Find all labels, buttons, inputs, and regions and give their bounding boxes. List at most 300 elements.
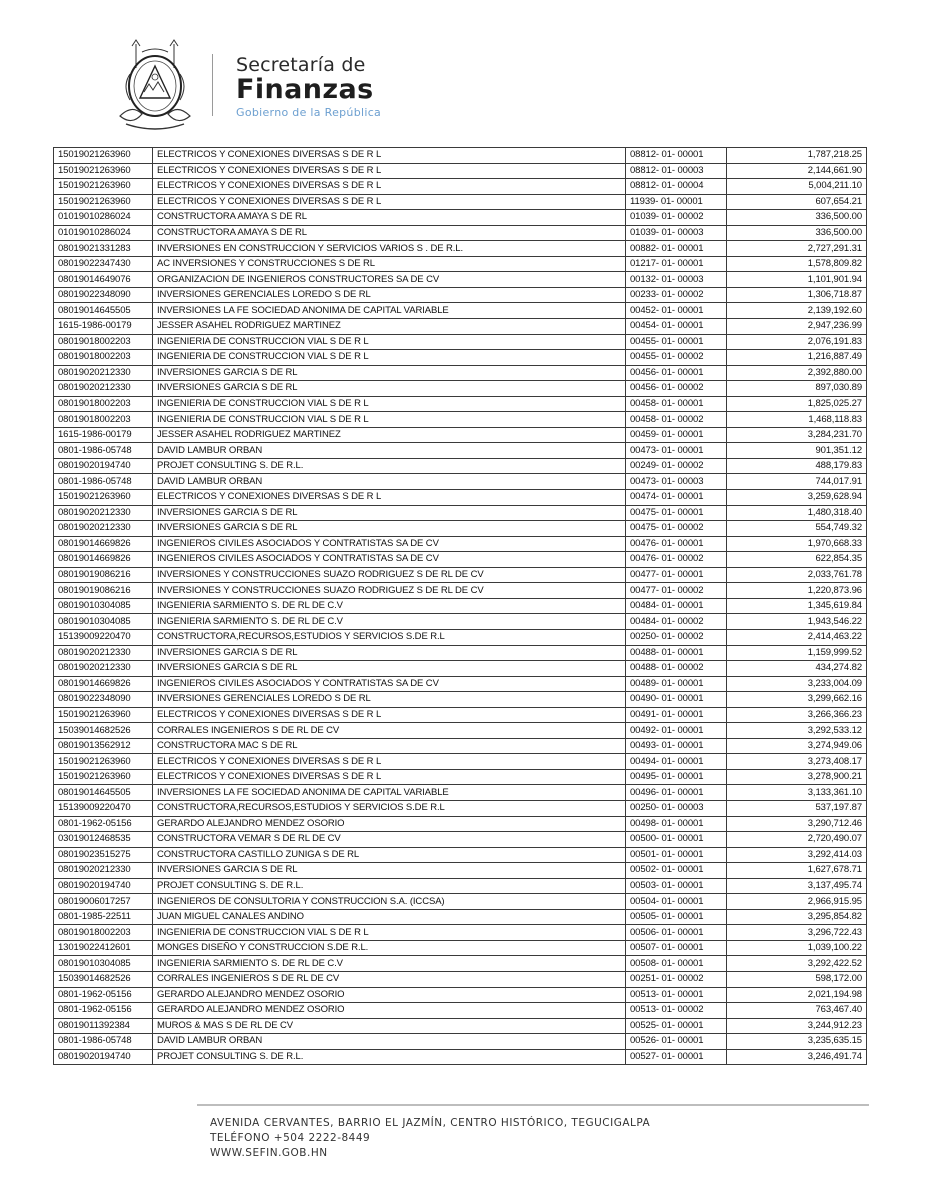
footer-website: WWW.SEFIN.GOB.HN	[210, 1147, 328, 1159]
cell-amount: 537,197.87	[727, 800, 867, 816]
cell-amount: 1,101,901.94	[727, 272, 867, 288]
cell-tax-id: 08019018002203	[54, 925, 153, 941]
cell-company-name: INVERSIONES GARCIA S DE RL	[153, 645, 626, 661]
cell-company-name: ELECTRICOS Y CONEXIONES DIVERSAS S DE R L	[153, 707, 626, 723]
table-row	[54, 567, 867, 583]
table-row	[54, 194, 867, 210]
cell-amount: 1,943,546.22	[727, 614, 867, 630]
cell-amount: 1,825,025.27	[727, 396, 867, 412]
cell-contract-code: 08812- 01- 00003	[626, 163, 727, 179]
cell-tax-id: 08019020194740	[54, 878, 153, 894]
cell-amount: 2,392,880.00	[727, 365, 867, 381]
cell-company-name: DAVID LAMBUR ORBAN	[153, 1034, 626, 1050]
cell-contract-code: 00475- 01- 00001	[626, 505, 727, 521]
cell-company-name: CORRALES INGENIEROS S DE RL DE CV	[153, 971, 626, 987]
table-row	[54, 272, 867, 288]
cell-company-name: CONSTRUCTORA,RECURSOS,ESTUDIOS Y SERVICIOS S.DE R.L	[153, 800, 626, 816]
table-row	[54, 1049, 867, 1065]
cell-contract-code: 00250- 01- 00003	[626, 800, 727, 816]
brand-block	[236, 54, 381, 122]
cell-amount: 744,017.91	[727, 474, 867, 490]
table-row	[54, 692, 867, 708]
cell-amount: 2,139,192.60	[727, 303, 867, 319]
cell-amount: 1,627,678.71	[727, 863, 867, 879]
cell-contract-code: 00455- 01- 00002	[626, 350, 727, 366]
cell-company-name: INVERSIONES LA FE SOCIEDAD ANONIMA DE CAPITAL VARIABLE	[153, 785, 626, 801]
table-row	[54, 505, 867, 521]
cell-tax-id: 15019021263960	[54, 148, 153, 164]
table-row	[54, 350, 867, 366]
cell-contract-code: 00525- 01- 00001	[626, 1018, 727, 1034]
cell-contract-code: 01039- 01- 00003	[626, 225, 727, 241]
cell-company-name: ELECTRICOS Y CONEXIONES DIVERSAS S DE R L	[153, 754, 626, 770]
cell-amount: 1,159,999.52	[727, 645, 867, 661]
table-row	[54, 645, 867, 661]
cell-tax-id: 08019020212330	[54, 505, 153, 521]
cell-tax-id: 1615-1986-00179	[54, 427, 153, 443]
table-row	[54, 412, 867, 428]
cell-amount: 3,299,662.16	[727, 692, 867, 708]
cell-company-name: ELECTRICOS Y CONEXIONES DIVERSAS S DE R L	[153, 148, 626, 164]
cell-amount: 3,259,628.94	[727, 490, 867, 506]
table-row	[54, 987, 867, 1003]
cell-amount: 3,273,408.17	[727, 754, 867, 770]
records-table-body	[54, 148, 867, 1065]
cell-amount: 434,274.82	[727, 661, 867, 677]
cell-company-name: GERARDO ALEJANDRO MENDEZ OSORIO	[153, 1003, 626, 1019]
cell-company-name: INGENIERIA DE CONSTRUCCION VIAL S DE R L	[153, 396, 626, 412]
table-row	[54, 909, 867, 925]
table-row	[54, 863, 867, 879]
cell-contract-code: 00493- 01- 00001	[626, 738, 727, 754]
cell-tax-id: 15019021263960	[54, 490, 153, 506]
table-row	[54, 474, 867, 490]
cell-tax-id: 15139009220470	[54, 800, 153, 816]
table-row	[54, 1003, 867, 1019]
cell-company-name: MUROS & MAS S DE RL DE CV	[153, 1018, 626, 1034]
cell-amount: 1,578,809.82	[727, 256, 867, 272]
cell-contract-code: 00132- 01- 00003	[626, 272, 727, 288]
cell-tax-id: 08019014649076	[54, 272, 153, 288]
cell-company-name: INVERSIONES Y CONSTRUCCIONES SUAZO RODRIGUEZ S DE RL DE CV	[153, 567, 626, 583]
cell-amount: 3,290,712.46	[727, 816, 867, 832]
table-row	[54, 629, 867, 645]
cell-amount: 607,654.21	[727, 194, 867, 210]
table-row	[54, 1034, 867, 1050]
cell-tax-id: 08019020212330	[54, 645, 153, 661]
table-row	[54, 925, 867, 941]
cell-contract-code: 00455- 01- 00001	[626, 334, 727, 350]
cell-company-name: GERARDO ALEJANDRO MENDEZ OSORIO	[153, 987, 626, 1003]
cell-contract-code: 00513- 01- 00001	[626, 987, 727, 1003]
cell-contract-code: 00494- 01- 00001	[626, 754, 727, 770]
cell-company-name: INGENIERIA SARMIENTO S. DE RL DE C.V	[153, 614, 626, 630]
brand-title: Finanzas	[236, 74, 374, 105]
cell-amount: 622,854.35	[727, 552, 867, 568]
cell-amount: 2,966,915.95	[727, 894, 867, 910]
cell-company-name: ELECTRICOS Y CONEXIONES DIVERSAS S DE R L	[153, 769, 626, 785]
cell-tax-id: 08019014645505	[54, 785, 153, 801]
cell-tax-id: 01019010286024	[54, 225, 153, 241]
cell-company-name: PROJET CONSULTING S. DE R.L.	[153, 458, 626, 474]
cell-company-name: INVERSIONES GARCIA S DE RL	[153, 521, 626, 537]
cell-amount: 1,216,887.49	[727, 350, 867, 366]
cell-contract-code: 00488- 01- 00001	[626, 645, 727, 661]
cell-company-name: PROJET CONSULTING S. DE R.L.	[153, 1049, 626, 1065]
cell-amount: 1,039,100.22	[727, 940, 867, 956]
cell-tax-id: 08019022347430	[54, 256, 153, 272]
cell-company-name: INVERSIONES GARCIA S DE RL	[153, 381, 626, 397]
cell-tax-id: 08019019086216	[54, 583, 153, 599]
cell-tax-id: 15019021263960	[54, 707, 153, 723]
cell-company-name: ELECTRICOS Y CONEXIONES DIVERSAS S DE R L	[153, 490, 626, 506]
cell-tax-id: 0801-1962-05156	[54, 1003, 153, 1019]
table-row	[54, 319, 867, 335]
brand-tagline: Gobierno de la República	[236, 106, 382, 119]
cell-company-name: CONSTRUCTORA VEMAR S DE RL DE CV	[153, 832, 626, 848]
cell-tax-id: 08019020212330	[54, 863, 153, 879]
cell-amount: 3,278,900.21	[727, 769, 867, 785]
cell-contract-code: 00492- 01- 00001	[626, 723, 727, 739]
cell-amount: 2,727,291.31	[727, 241, 867, 257]
table-row	[54, 521, 867, 537]
cell-tax-id: 08019020212330	[54, 521, 153, 537]
cell-contract-code: 00498- 01- 00001	[626, 816, 727, 832]
cell-tax-id: 08019010304085	[54, 956, 153, 972]
cell-company-name: INGENIERIA DE CONSTRUCCION VIAL S DE R L	[153, 925, 626, 941]
cell-company-name: INGENIERIA DE CONSTRUCCION VIAL S DE R L	[153, 412, 626, 428]
cell-contract-code: 00491- 01- 00001	[626, 707, 727, 723]
cell-contract-code: 00473- 01- 00001	[626, 443, 727, 459]
cell-contract-code: 00506- 01- 00001	[626, 925, 727, 941]
footer-address: AVENIDA CERVANTES, BARRIO EL JAZMÍN, CENTRO HISTÓRICO, TEGUCIGALPA	[210, 1117, 651, 1129]
cell-amount: 3,246,491.74	[727, 1049, 867, 1065]
table-row	[54, 583, 867, 599]
table-row	[54, 241, 867, 257]
table-row	[54, 210, 867, 226]
cell-company-name: ELECTRICOS Y CONEXIONES DIVERSAS S DE R L	[153, 163, 626, 179]
brand-subtitle: Secretaría de	[236, 54, 366, 76]
cell-tax-id: 03019012468535	[54, 832, 153, 848]
cell-contract-code: 00503- 01- 00001	[626, 878, 727, 894]
table-row	[54, 334, 867, 350]
cell-company-name: JUAN MIGUEL CANALES ANDINO	[153, 909, 626, 925]
table-row	[54, 661, 867, 677]
cell-tax-id: 0801-1962-05156	[54, 987, 153, 1003]
cell-tax-id: 13019022412601	[54, 940, 153, 956]
cell-tax-id: 08019014645505	[54, 303, 153, 319]
cell-contract-code: 01039- 01- 00002	[626, 210, 727, 226]
cell-company-name: INVERSIONES GERENCIALES LOREDO S DE RL	[153, 287, 626, 303]
cell-contract-code: 00454- 01- 00001	[626, 319, 727, 335]
cell-company-name: INVERSIONES GARCIA S DE RL	[153, 863, 626, 879]
cell-tax-id: 08019020212330	[54, 381, 153, 397]
cell-company-name: INGENIERIA SARMIENTO S. DE RL DE C.V	[153, 956, 626, 972]
cell-tax-id: 0801-1986-05748	[54, 443, 153, 459]
cell-tax-id: 15019021263960	[54, 163, 153, 179]
table-row	[54, 832, 867, 848]
cell-contract-code: 00500- 01- 00001	[626, 832, 727, 848]
cell-company-name: ELECTRICOS Y CONEXIONES DIVERSAS S DE R L	[153, 194, 626, 210]
cell-company-name: INGENIEROS DE CONSULTORIA Y CONSTRUCCION S.A. (ICCSA)	[153, 894, 626, 910]
cell-tax-id: 15039014682526	[54, 971, 153, 987]
table-row	[54, 163, 867, 179]
table-row	[54, 148, 867, 164]
cell-tax-id: 08019022348090	[54, 287, 153, 303]
table-row	[54, 956, 867, 972]
cell-tax-id: 08019013562912	[54, 738, 153, 754]
cell-tax-id: 08019021331283	[54, 241, 153, 257]
cell-contract-code: 00490- 01- 00001	[626, 692, 727, 708]
cell-company-name: CONSTRUCTORA AMAYA S DE RL	[153, 210, 626, 226]
cell-company-name: INGENIEROS CIVILES ASOCIADOS Y CONTRATISTAS SA DE CV	[153, 536, 626, 552]
cell-contract-code: 00484- 01- 00002	[626, 614, 727, 630]
cell-contract-code: 00489- 01- 00001	[626, 676, 727, 692]
cell-amount: 2,144,661.90	[727, 163, 867, 179]
cell-tax-id: 08019020212330	[54, 365, 153, 381]
cell-tax-id: 15019021263960	[54, 179, 153, 195]
cell-contract-code: 00249- 01- 00002	[626, 458, 727, 474]
table-row	[54, 614, 867, 630]
cell-contract-code: 00526- 01- 00001	[626, 1034, 727, 1050]
cell-amount: 897,030.89	[727, 381, 867, 397]
header-divider	[212, 54, 213, 116]
cell-contract-code: 00882- 01- 00001	[626, 241, 727, 257]
table-row	[54, 800, 867, 816]
table-row	[54, 676, 867, 692]
table-row	[54, 225, 867, 241]
cell-tax-id: 08019018002203	[54, 412, 153, 428]
cell-amount: 3,296,722.43	[727, 925, 867, 941]
cell-contract-code: 00456- 01- 00002	[626, 381, 727, 397]
cell-contract-code: 00250- 01- 00002	[626, 629, 727, 645]
table-row	[54, 490, 867, 506]
table-row	[54, 785, 867, 801]
table-row	[54, 878, 867, 894]
cell-contract-code: 00475- 01- 00002	[626, 521, 727, 537]
table-row	[54, 552, 867, 568]
cell-contract-code: 00513- 01- 00002	[626, 1003, 727, 1019]
cell-contract-code: 01217- 01- 00001	[626, 256, 727, 272]
cell-tax-id: 08019011392384	[54, 1018, 153, 1034]
footer-divider	[197, 1104, 869, 1106]
table-row	[54, 396, 867, 412]
cell-contract-code: 08812- 01- 00004	[626, 179, 727, 195]
cell-amount: 3,137,495.74	[727, 878, 867, 894]
cell-amount: 3,292,414.03	[727, 847, 867, 863]
table-row	[54, 427, 867, 443]
cell-amount: 1,306,718.87	[727, 287, 867, 303]
cell-amount: 336,500.00	[727, 210, 867, 226]
cell-amount: 3,292,533.12	[727, 723, 867, 739]
cell-tax-id: 08019022348090	[54, 692, 153, 708]
table-row	[54, 707, 867, 723]
cell-contract-code: 00484- 01- 00001	[626, 598, 727, 614]
cell-contract-code: 00495- 01- 00001	[626, 769, 727, 785]
cell-contract-code: 00508- 01- 00001	[626, 956, 727, 972]
cell-tax-id: 15019021263960	[54, 194, 153, 210]
cell-amount: 3,266,366.23	[727, 707, 867, 723]
cell-contract-code: 00233- 01- 00002	[626, 287, 727, 303]
table-row	[54, 971, 867, 987]
cell-amount: 336,500.00	[727, 225, 867, 241]
cell-tax-id: 08019014669826	[54, 676, 153, 692]
table-row	[54, 303, 867, 319]
cell-contract-code: 00477- 01- 00001	[626, 567, 727, 583]
cell-amount: 3,295,854.82	[727, 909, 867, 925]
cell-company-name: PROJET CONSULTING S. DE R.L.	[153, 878, 626, 894]
cell-amount: 488,179.83	[727, 458, 867, 474]
cell-amount: 2,720,490.07	[727, 832, 867, 848]
cell-amount: 598,172.00	[727, 971, 867, 987]
cell-tax-id: 08019014669826	[54, 552, 153, 568]
cell-contract-code: 00477- 01- 00002	[626, 583, 727, 599]
cell-company-name: MONGES DISEÑO Y CONSTRUCCION S.DE R.L.	[153, 940, 626, 956]
cell-company-name: DAVID LAMBUR ORBAN	[153, 474, 626, 490]
cell-amount: 2,033,761.78	[727, 567, 867, 583]
cell-company-name: CONSTRUCTORA AMAYA S DE RL	[153, 225, 626, 241]
cell-contract-code: 00251- 01- 00002	[626, 971, 727, 987]
cell-amount: 1,345,619.84	[727, 598, 867, 614]
table-row	[54, 381, 867, 397]
cell-company-name: ORGANIZACION DE INGENIEROS CONSTRUCTORES SA DE CV	[153, 272, 626, 288]
cell-contract-code: 00504- 01- 00001	[626, 894, 727, 910]
cell-tax-id: 08019010304085	[54, 598, 153, 614]
cell-amount: 3,133,361.10	[727, 785, 867, 801]
cell-tax-id: 08019020194740	[54, 458, 153, 474]
table-row	[54, 738, 867, 754]
cell-amount: 2,947,236.99	[727, 319, 867, 335]
cell-contract-code: 00476- 01- 00002	[626, 552, 727, 568]
table-row	[54, 894, 867, 910]
table-row	[54, 1018, 867, 1034]
cell-amount: 3,274,949.06	[727, 738, 867, 754]
cell-tax-id: 0801-1986-05748	[54, 1034, 153, 1050]
cell-tax-id: 1615-1986-00179	[54, 319, 153, 335]
cell-tax-id: 08019018002203	[54, 334, 153, 350]
cell-contract-code: 00507- 01- 00001	[626, 940, 727, 956]
cell-tax-id: 08019020212330	[54, 661, 153, 677]
table-row	[54, 179, 867, 195]
table-row	[54, 769, 867, 785]
cell-tax-id: 08019019086216	[54, 567, 153, 583]
cell-contract-code: 00496- 01- 00001	[626, 785, 727, 801]
cell-tax-id: 08019006017257	[54, 894, 153, 910]
cell-amount: 3,292,422.52	[727, 956, 867, 972]
cell-company-name: CONSTRUCTORA MAC S DE RL	[153, 738, 626, 754]
cell-contract-code: 00473- 01- 00003	[626, 474, 727, 490]
cell-amount: 1,480,318.40	[727, 505, 867, 521]
cell-tax-id: 0801-1985-22511	[54, 909, 153, 925]
cell-amount: 2,414,463.22	[727, 629, 867, 645]
cell-amount: 554,749.32	[727, 521, 867, 537]
cell-company-name: CONSTRUCTORA CASTILLO ZUNIGA S DE RL	[153, 847, 626, 863]
table-row	[54, 847, 867, 863]
cell-company-name: ELECTRICOS Y CONEXIONES DIVERSAS S DE R L	[153, 179, 626, 195]
cell-tax-id: 08019018002203	[54, 350, 153, 366]
cell-amount: 1,220,873.96	[727, 583, 867, 599]
cell-company-name: JESSER ASAHEL RODRIGUEZ MARTINEZ	[153, 427, 626, 443]
cell-contract-code: 00458- 01- 00001	[626, 396, 727, 412]
cell-contract-code: 00459- 01- 00001	[626, 427, 727, 443]
cell-company-name: JESSER ASAHEL RODRIGUEZ MARTINEZ	[153, 319, 626, 335]
cell-contract-code: 00502- 01- 00001	[626, 863, 727, 879]
table-row	[54, 256, 867, 272]
cell-tax-id: 08019014669826	[54, 536, 153, 552]
footer	[210, 1116, 650, 1161]
cell-tax-id: 15019021263960	[54, 769, 153, 785]
cell-contract-code: 00488- 01- 00002	[626, 661, 727, 677]
table-row	[54, 458, 867, 474]
cell-contract-code: 00474- 01- 00001	[626, 490, 727, 506]
cell-company-name: INVERSIONES GARCIA S DE RL	[153, 661, 626, 677]
table-row	[54, 287, 867, 303]
cell-company-name: INVERSIONES EN CONSTRUCCION Y SERVICIOS VARIOS S . DE R.L.	[153, 241, 626, 257]
cell-amount: 1,787,218.25	[727, 148, 867, 164]
cell-tax-id: 15039014682526	[54, 723, 153, 739]
cell-contract-code: 00452- 01- 00001	[626, 303, 727, 319]
cell-tax-id: 0801-1986-05748	[54, 474, 153, 490]
cell-amount: 3,235,635.15	[727, 1034, 867, 1050]
cell-amount: 763,467.40	[727, 1003, 867, 1019]
cell-amount: 2,021,194.98	[727, 987, 867, 1003]
cell-tax-id: 08019010304085	[54, 614, 153, 630]
cell-amount: 5,004,211.10	[727, 179, 867, 195]
table-row	[54, 536, 867, 552]
cell-amount: 2,076,191.83	[727, 334, 867, 350]
cell-contract-code: 08812- 01- 00001	[626, 148, 727, 164]
cell-contract-code: 00505- 01- 00001	[626, 909, 727, 925]
cell-company-name: INGENIEROS CIVILES ASOCIADOS Y CONTRATISTAS SA DE CV	[153, 552, 626, 568]
cell-company-name: GERARDO ALEJANDRO MENDEZ OSORIO	[153, 816, 626, 832]
cell-company-name: INGENIERIA DE CONSTRUCCION VIAL S DE R L	[153, 334, 626, 350]
cell-amount: 1,468,118.83	[727, 412, 867, 428]
cell-company-name: INVERSIONES GARCIA S DE RL	[153, 365, 626, 381]
table-row	[54, 443, 867, 459]
table-row	[54, 816, 867, 832]
table-row	[54, 365, 867, 381]
cell-contract-code: 00527- 01- 00001	[626, 1049, 727, 1065]
table-row	[54, 940, 867, 956]
cell-company-name: CORRALES INGENIEROS S DE RL DE CV	[153, 723, 626, 739]
cell-company-name: INGENIERIA DE CONSTRUCCION VIAL S DE R L	[153, 350, 626, 366]
cell-contract-code: 00476- 01- 00001	[626, 536, 727, 552]
records-table	[53, 147, 867, 1065]
cell-tax-id: 15019021263960	[54, 754, 153, 770]
cell-amount: 3,244,912.23	[727, 1018, 867, 1034]
cell-company-name: AC INVERSIONES Y CONSTRUCCIONES S DE RL	[153, 256, 626, 272]
cell-company-name: INVERSIONES LA FE SOCIEDAD ANONIMA DE CAPITAL VARIABLE	[153, 303, 626, 319]
cell-company-name: CONSTRUCTORA,RECURSOS,ESTUDIOS Y SERVICIOS S.DE R.L	[153, 629, 626, 645]
cell-tax-id: 01019010286024	[54, 210, 153, 226]
footer-phone: TELÉFONO +504 2222-8449	[210, 1132, 371, 1144]
cell-contract-code: 00501- 01- 00001	[626, 847, 727, 863]
cell-company-name: INVERSIONES GERENCIALES LOREDO S DE RL	[153, 692, 626, 708]
cell-amount: 901,351.12	[727, 443, 867, 459]
cell-contract-code: 00458- 01- 00002	[626, 412, 727, 428]
cell-tax-id: 0801-1962-05156	[54, 816, 153, 832]
cell-contract-code: 11939- 01- 00001	[626, 194, 727, 210]
cell-tax-id: 08019020194740	[54, 1049, 153, 1065]
table-row	[54, 754, 867, 770]
cell-amount: 3,284,231.70	[727, 427, 867, 443]
cell-company-name: INVERSIONES GARCIA S DE RL	[153, 505, 626, 521]
cell-tax-id: 08019018002203	[54, 396, 153, 412]
cell-amount: 3,233,004.09	[727, 676, 867, 692]
cell-amount: 1,970,668.33	[727, 536, 867, 552]
cell-company-name: INGENIERIA SARMIENTO S. DE RL DE C.V	[153, 598, 626, 614]
cell-tax-id: 08019023515275	[54, 847, 153, 863]
